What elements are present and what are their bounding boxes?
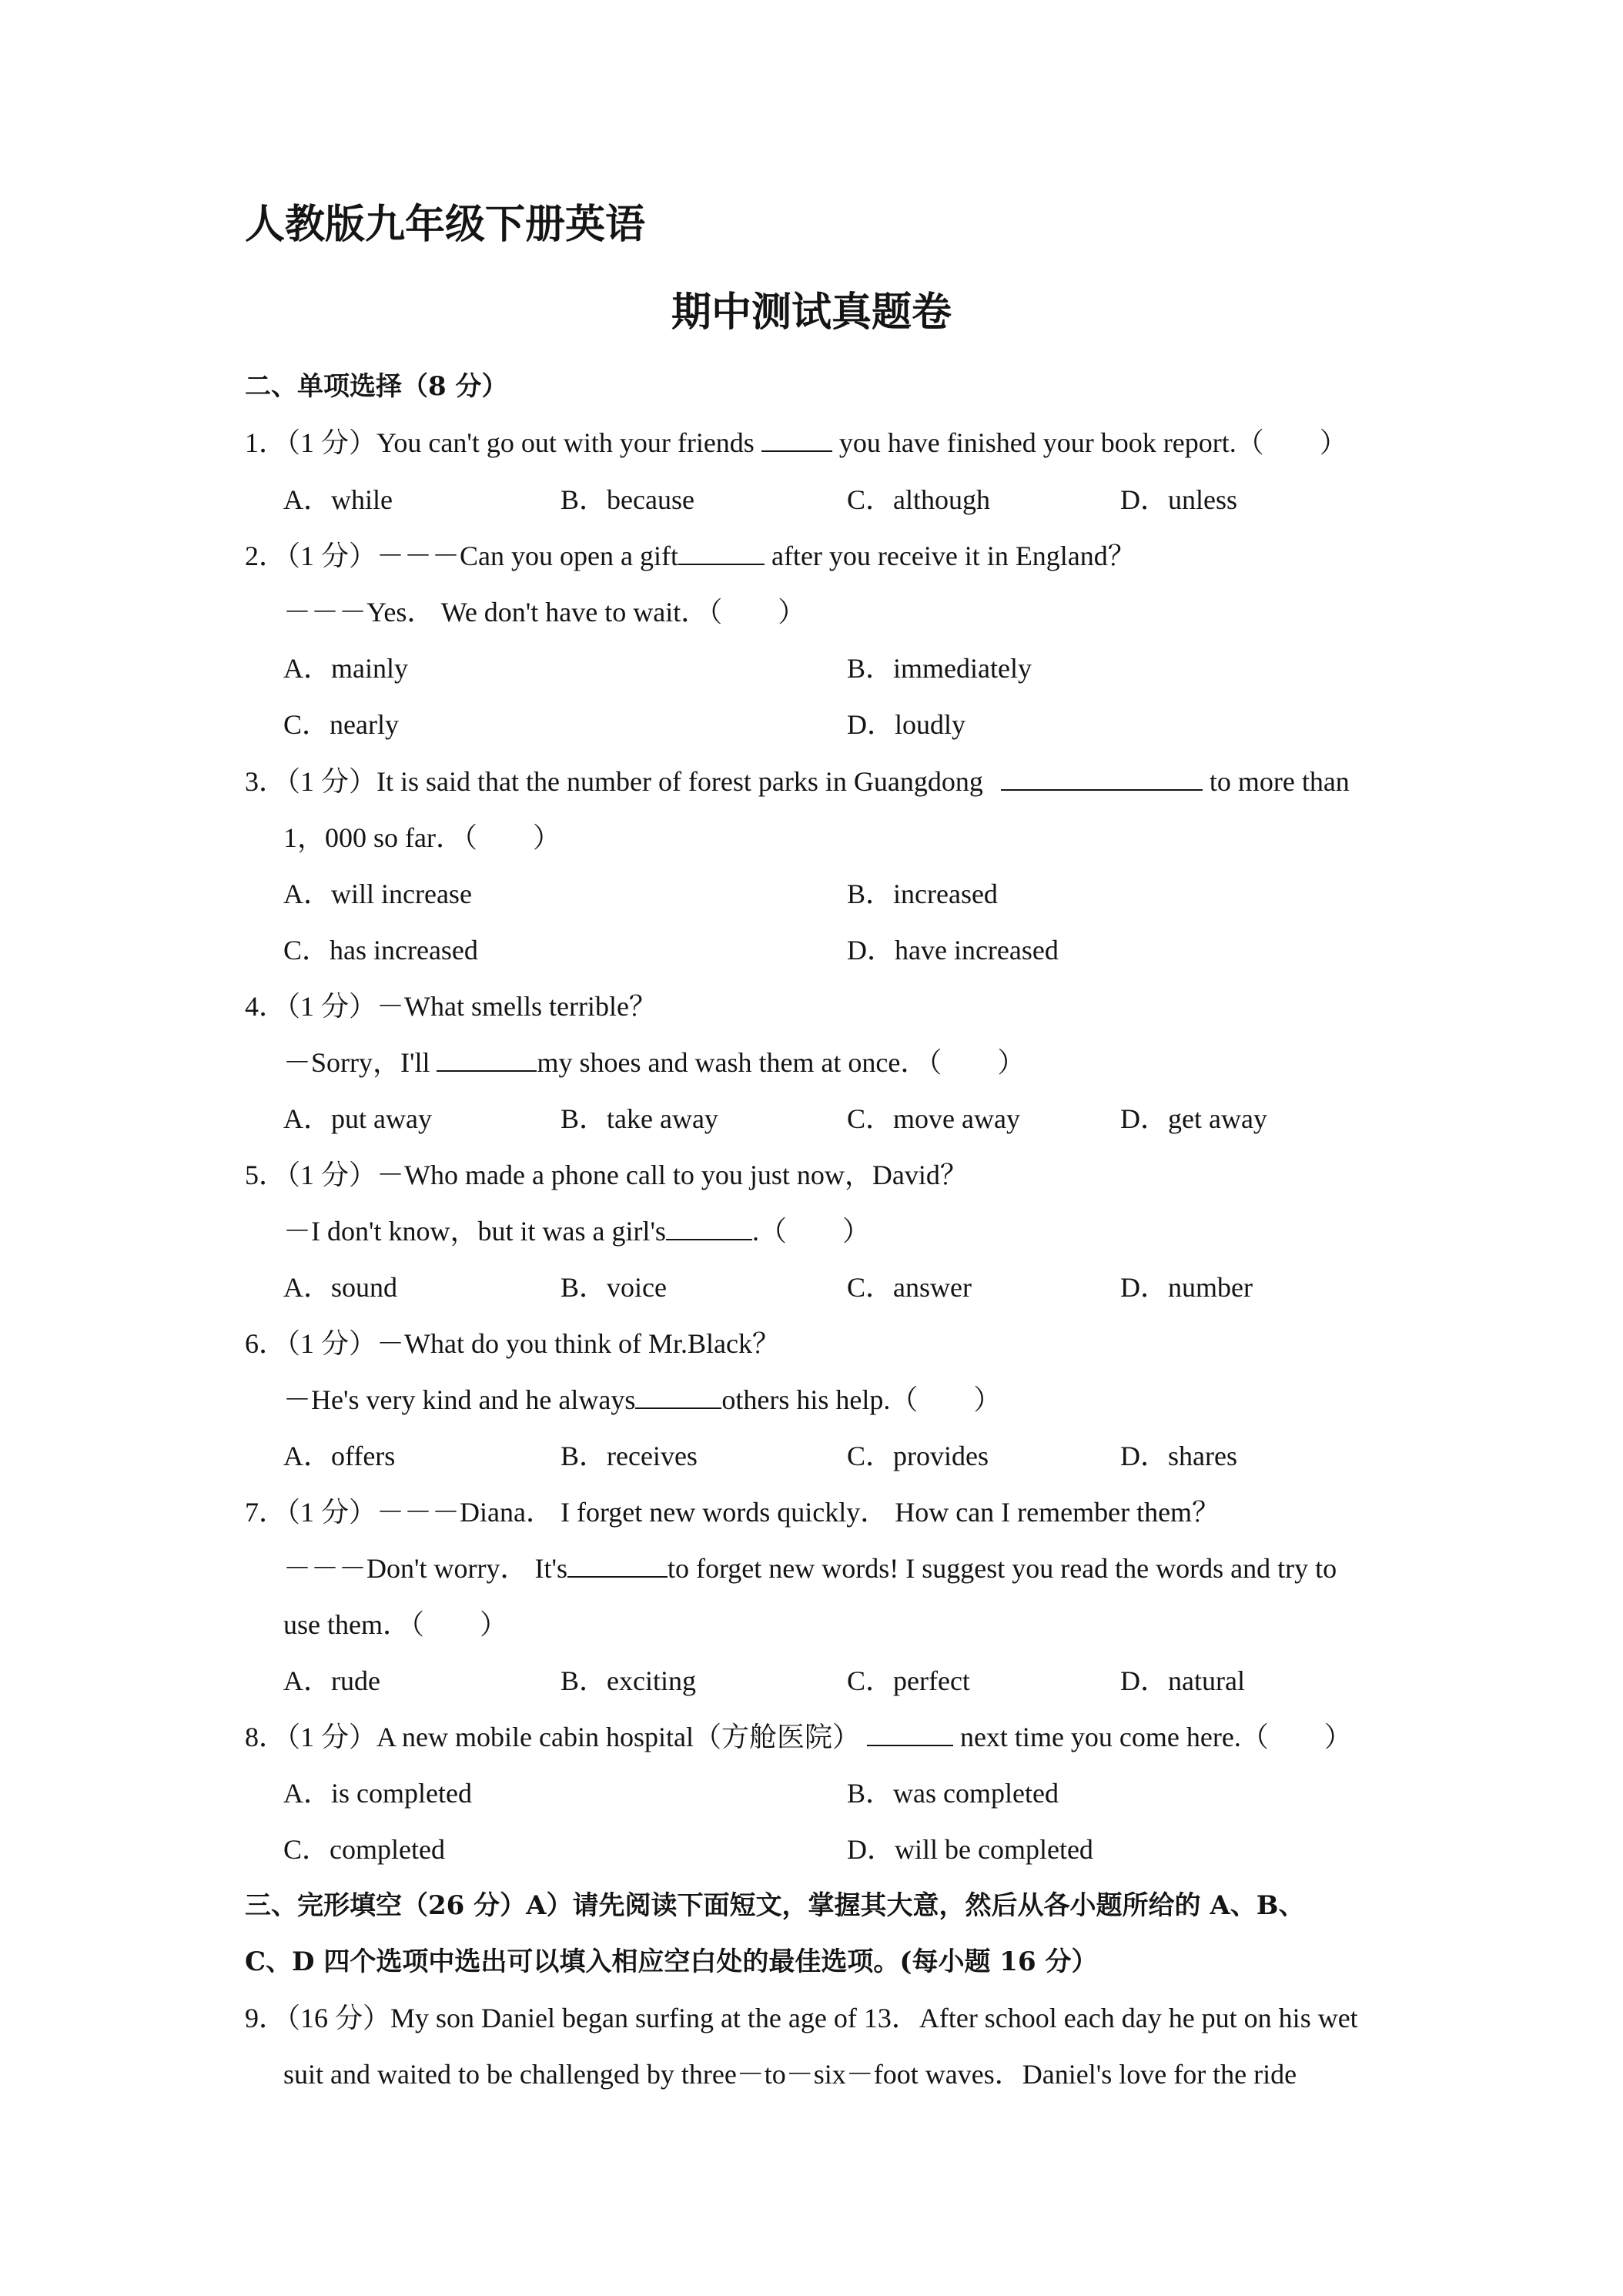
option-d: D．natural <box>1120 1665 1245 1696</box>
option-a: A．sound <box>283 1272 398 1303</box>
question-3-continuation: 1，000 so far．（ ） <box>283 822 561 853</box>
option-d: D．unless <box>1120 484 1237 515</box>
answer-blank <box>437 1047 537 1072</box>
passage-text: My son Daniel began surfing at the age of 13．After school each day he put on his wet <box>390 2003 1358 2033</box>
question-7-continuation: use them．（ ） <box>283 1609 507 1640</box>
question-9-stem <box>245 1999 1358 2037</box>
option-c: C．move away <box>847 1103 1020 1134</box>
question-text: to forget new words! I suggest you read the words and try to <box>667 1553 1337 1584</box>
section-header-single-choice: 二、单项选择（8 分） <box>245 371 508 402</box>
question-number: 7．（1 分） <box>245 1497 377 1528</box>
option-b: B．increased <box>847 879 998 909</box>
question-text: －What smells terrible？ <box>376 991 657 1022</box>
answer-blank <box>666 1216 752 1240</box>
question-number: 4．（1 分） <box>245 991 377 1022</box>
question-4-response <box>283 1043 1025 1082</box>
option-a: A．will increase <box>283 879 472 909</box>
question-number: 3．（1 分） <box>245 766 377 797</box>
answer-blank <box>678 541 765 565</box>
answer-blank <box>635 1384 721 1409</box>
answer-blank <box>567 1553 668 1578</box>
option-a: A．rude <box>283 1665 380 1696</box>
answer-blank <box>1001 766 1203 791</box>
question-8-stem <box>245 1718 1352 1756</box>
option-a: A．put away <box>283 1103 432 1134</box>
question-4-stem <box>245 987 657 1026</box>
option-b: B．receives <box>561 1441 698 1471</box>
question-text: －－－Can you open a gift <box>376 541 678 571</box>
question-5-stem <box>245 1156 968 1194</box>
question-1-stem <box>245 423 1347 462</box>
question-text: .（ ） <box>751 1216 870 1247</box>
question-number: 8．（1 分） <box>245 1722 377 1752</box>
option-c: C．nearly <box>283 709 399 740</box>
question-6-stem <box>245 1324 780 1363</box>
option-a: A．while <box>283 484 393 515</box>
answer-blank <box>867 1722 953 1746</box>
document-subtitle: 期中测试真题卷 <box>671 289 952 336</box>
question-number: 6．（1 分） <box>245 1328 377 1359</box>
option-b: B．exciting <box>561 1665 696 1696</box>
question-text: after you receive it in England？ <box>764 541 1136 571</box>
question-2-stem <box>245 537 1136 575</box>
option-b: B．because <box>561 484 694 515</box>
question-6-response <box>283 1381 1001 1419</box>
option-a: A．mainly <box>283 653 408 684</box>
question-text: It is said that the number of forest parks in Guangdong <box>376 766 990 797</box>
question-number: 5．（1 分） <box>245 1160 377 1190</box>
section-header-cloze-continuation: C、D 四个选项中选出可以填入相应空白处的最佳选项。(每小题 16 分） <box>245 1946 1098 1977</box>
option-d: D．loudly <box>847 709 966 740</box>
option-b: B．was completed <box>847 1778 1059 1809</box>
question-9-passage-line: suit and waited to be challenged by three－to－six－foot waves．Daniel's love for the ride <box>283 2059 1297 2090</box>
question-5-response <box>283 1212 870 1250</box>
option-c: C．provides <box>847 1441 989 1471</box>
option-c: C．perfect <box>847 1665 970 1696</box>
question-text: you have finished your book report.（ ） <box>832 427 1347 458</box>
question-text: －I don't know，but it was a girl's <box>283 1216 666 1247</box>
option-d: D．have increased <box>847 935 1059 966</box>
question-text: to more than <box>1202 766 1350 797</box>
option-c: C．answer <box>847 1272 972 1303</box>
question-text: －－－Diana． I forget new words quickly． How can I remember them？ <box>376 1497 1220 1528</box>
option-c: C．although <box>847 484 990 515</box>
question-7-stem <box>245 1493 1220 1531</box>
question-text: －Sorry，I'll <box>283 1047 437 1078</box>
option-b: B．take away <box>561 1103 718 1134</box>
question-text: A new mobile cabin hospital（方舱医院） <box>376 1722 867 1752</box>
option-d: D．shares <box>1120 1441 1237 1471</box>
option-c: C．has increased <box>283 935 478 966</box>
question-text: You can't go out with your friends <box>376 427 761 458</box>
question-text: －He's very kind and he always <box>283 1384 636 1415</box>
section-header-cloze: 三、完形填空（26 分）A）请先阅读下面短文，掌握其大意，然后从各小题所给的 A、B、 <box>245 1890 1305 1921</box>
question-7-response <box>283 1549 1337 1588</box>
document-title: 人教版九年级下册英语 <box>245 201 646 248</box>
answer-blank <box>761 427 832 452</box>
option-c: C．completed <box>283 1834 445 1865</box>
option-d: D．number <box>1120 1272 1253 1303</box>
question-number: 1．（1 分） <box>245 427 377 458</box>
option-a: A．is completed <box>283 1778 472 1809</box>
question-number: 9．（16 分） <box>245 2003 391 2033</box>
option-d: D．get away <box>1120 1103 1267 1134</box>
question-3-stem <box>245 762 1350 801</box>
question-2-response: －－－Yes． We don't have to wait．（ ） <box>283 597 806 628</box>
option-d: D．will be completed <box>847 1834 1093 1865</box>
question-text: others his help.（ ） <box>721 1384 1002 1415</box>
option-b: B．immediately <box>847 653 1032 684</box>
question-text: －Who made a phone call to you just now，David？ <box>376 1160 968 1190</box>
question-number: 2．（1 分） <box>245 541 377 571</box>
question-text: －－－Don't worry． It's <box>283 1553 567 1584</box>
option-b: B．voice <box>561 1272 667 1303</box>
question-text: my shoes and wash them at once．（ ） <box>537 1047 1026 1078</box>
question-text: －What do you think of Mr.Black？ <box>376 1328 780 1359</box>
question-text: next time you come here.（ ） <box>952 1722 1352 1752</box>
option-a: A．offers <box>283 1441 396 1471</box>
